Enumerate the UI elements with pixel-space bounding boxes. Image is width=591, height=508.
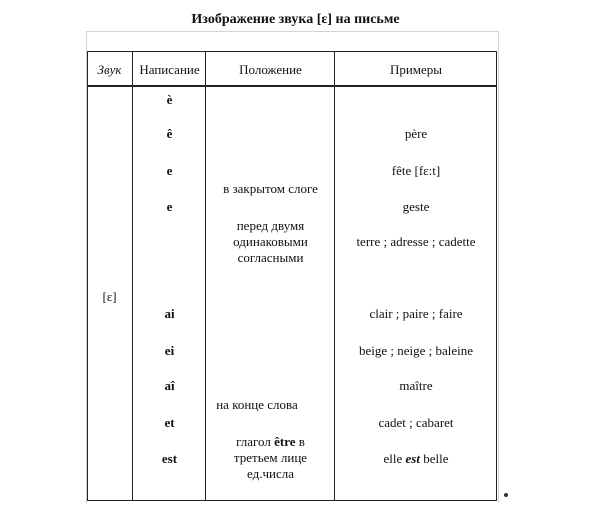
example-clair: clair ; paire ; faire [369, 306, 463, 321]
header-sound: Звук [97, 62, 122, 77]
position-verb-line-3: ед.числа [247, 466, 294, 481]
example-beige: beige ; neige ; baleine [358, 343, 474, 358]
example-elle-est-belle [335, 451, 497, 467]
example-terre: terre ; adresse ; cadette [356, 234, 476, 249]
position-closed-syllable: в закрытом слоге [223, 181, 318, 196]
header-position: Положение [239, 62, 302, 77]
spelling-e-double: e [166, 199, 173, 214]
sound-cell: [ɛ] [102, 289, 117, 304]
elle-est: est [405, 451, 420, 466]
spelling-et: et [164, 415, 175, 430]
spelling-e-grave: è [166, 92, 173, 107]
column-divider-1 [132, 51, 133, 501]
paragraph-mark-dot [504, 493, 508, 497]
position-verb-line-2: третьем лице [233, 450, 308, 465]
position-verb-etre [206, 434, 335, 482]
example-fete: fête [fɛ:t] [391, 163, 441, 178]
elle-pre: elle [383, 451, 406, 466]
position-double-line-1: перед двумя [236, 218, 305, 233]
position-double-line-3: согласными [237, 250, 304, 265]
spelling-ei: ei [164, 343, 175, 358]
spelling-est: est [161, 451, 178, 466]
position-word-end: на конце слова [216, 397, 298, 412]
verb-etre: être [274, 434, 296, 449]
spelling-e-circumflex: ê [166, 126, 173, 141]
elle-post: belle [419, 451, 449, 466]
header-spelling: Написание [139, 62, 200, 77]
position-verb-line-1 [206, 434, 335, 450]
position-double-consonants [206, 218, 335, 266]
example-pere: père [404, 126, 428, 141]
example-maitre: maître [399, 378, 433, 393]
header-divider [87, 85, 497, 87]
spelling-e-closed: e [166, 163, 173, 178]
header-examples: Примеры [389, 62, 443, 77]
example-cadet: cadet ; cabaret [378, 415, 454, 430]
example-geste: geste [402, 199, 430, 214]
verb-pre: глагол [236, 434, 275, 449]
position-double-line-2: одинаковыми [233, 234, 308, 249]
verb-post: в [295, 434, 305, 449]
spelling-ai: ai [164, 306, 175, 321]
spelling-ai-circumflex: aî [164, 378, 175, 393]
page-title: Изображение звука [ɛ] на письме [191, 12, 400, 27]
